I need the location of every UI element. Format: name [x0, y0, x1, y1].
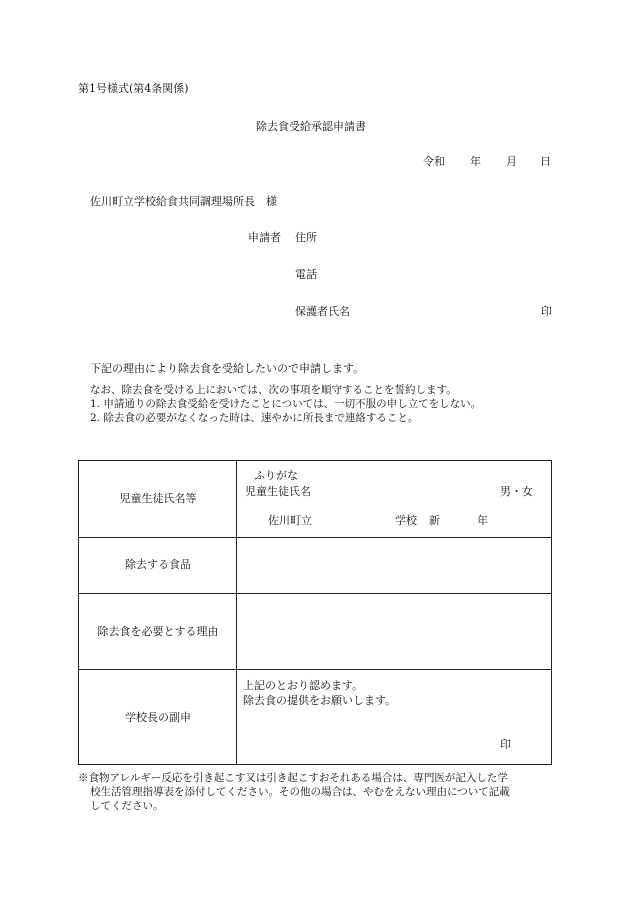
note-line-3: してください。 [90, 800, 164, 812]
principal-endorsement-label: 学校長の副申 [125, 711, 191, 724]
date-month: 月 [506, 155, 517, 168]
pledge-item-1: 1. 申請通りの除去食受給を受けたことについては、一切不服の申し立てをしない。 [90, 398, 482, 410]
table-row-divider [79, 537, 551, 538]
student-info-label: 児童生徒氏名等 [119, 492, 197, 505]
table-row-divider [79, 593, 551, 594]
furigana-label: ふりがな [254, 469, 298, 482]
food-to-remove-label: 除去する食品 [125, 558, 191, 571]
guardian-name-label: 保護者氏名 [295, 305, 350, 318]
new-label: 新 [429, 514, 440, 527]
document-title: 除去食受給承認申請書 [256, 120, 366, 133]
town-label: 佐川町立 [268, 514, 312, 527]
pledge-item-2: 2. 除去食の必要がなくなった時は、速やかに所長まで連絡すること。 [90, 412, 419, 424]
note-line-1: ※食物アレルギー反応を引き起こす又は引き起こすおそれある場合は、専門医が記入した学 [78, 772, 508, 784]
note-line-2: 校生活管理指導表を添付してください。その他の場合は、やむをえない理由について記載 [90, 786, 510, 798]
student-name-label: 児童生徒氏名 [245, 485, 311, 498]
date-era: 令和 [423, 155, 445, 168]
principal-seal: 印 [500, 738, 511, 751]
removal-reason-label: 除去食を必要とする理由 [97, 625, 219, 638]
table-row-divider [79, 669, 551, 670]
date-year: 年 [470, 155, 481, 168]
school-label: 学校 [395, 514, 417, 527]
addressee: 佐川町立学校給食共同調理場所長 様 [90, 195, 277, 208]
address-label: 住所 [295, 231, 317, 244]
principal-approval-line1: 上記のとおり認めます。 [243, 679, 364, 692]
request-statement: 下記の理由により除去食を受給したいので申請します。 [90, 362, 365, 375]
gender-selector[interactable]: 男・女 [500, 485, 533, 498]
form-number: 第1号様式(第4条関係) [78, 82, 189, 95]
applicant-seal: 印 [541, 305, 552, 318]
grade-label: 年 [477, 514, 488, 527]
principal-approval-line2: 除去食の提供をお願いします。 [243, 694, 397, 707]
applicant-label: 申請者 [248, 231, 281, 244]
date-day: 日 [540, 155, 551, 168]
pledge-statement: なお、除去食を受ける上においては、次の事項を順守することを誓約します。 [90, 384, 457, 396]
phone-label: 電話 [295, 268, 317, 281]
application-table [78, 460, 552, 765]
